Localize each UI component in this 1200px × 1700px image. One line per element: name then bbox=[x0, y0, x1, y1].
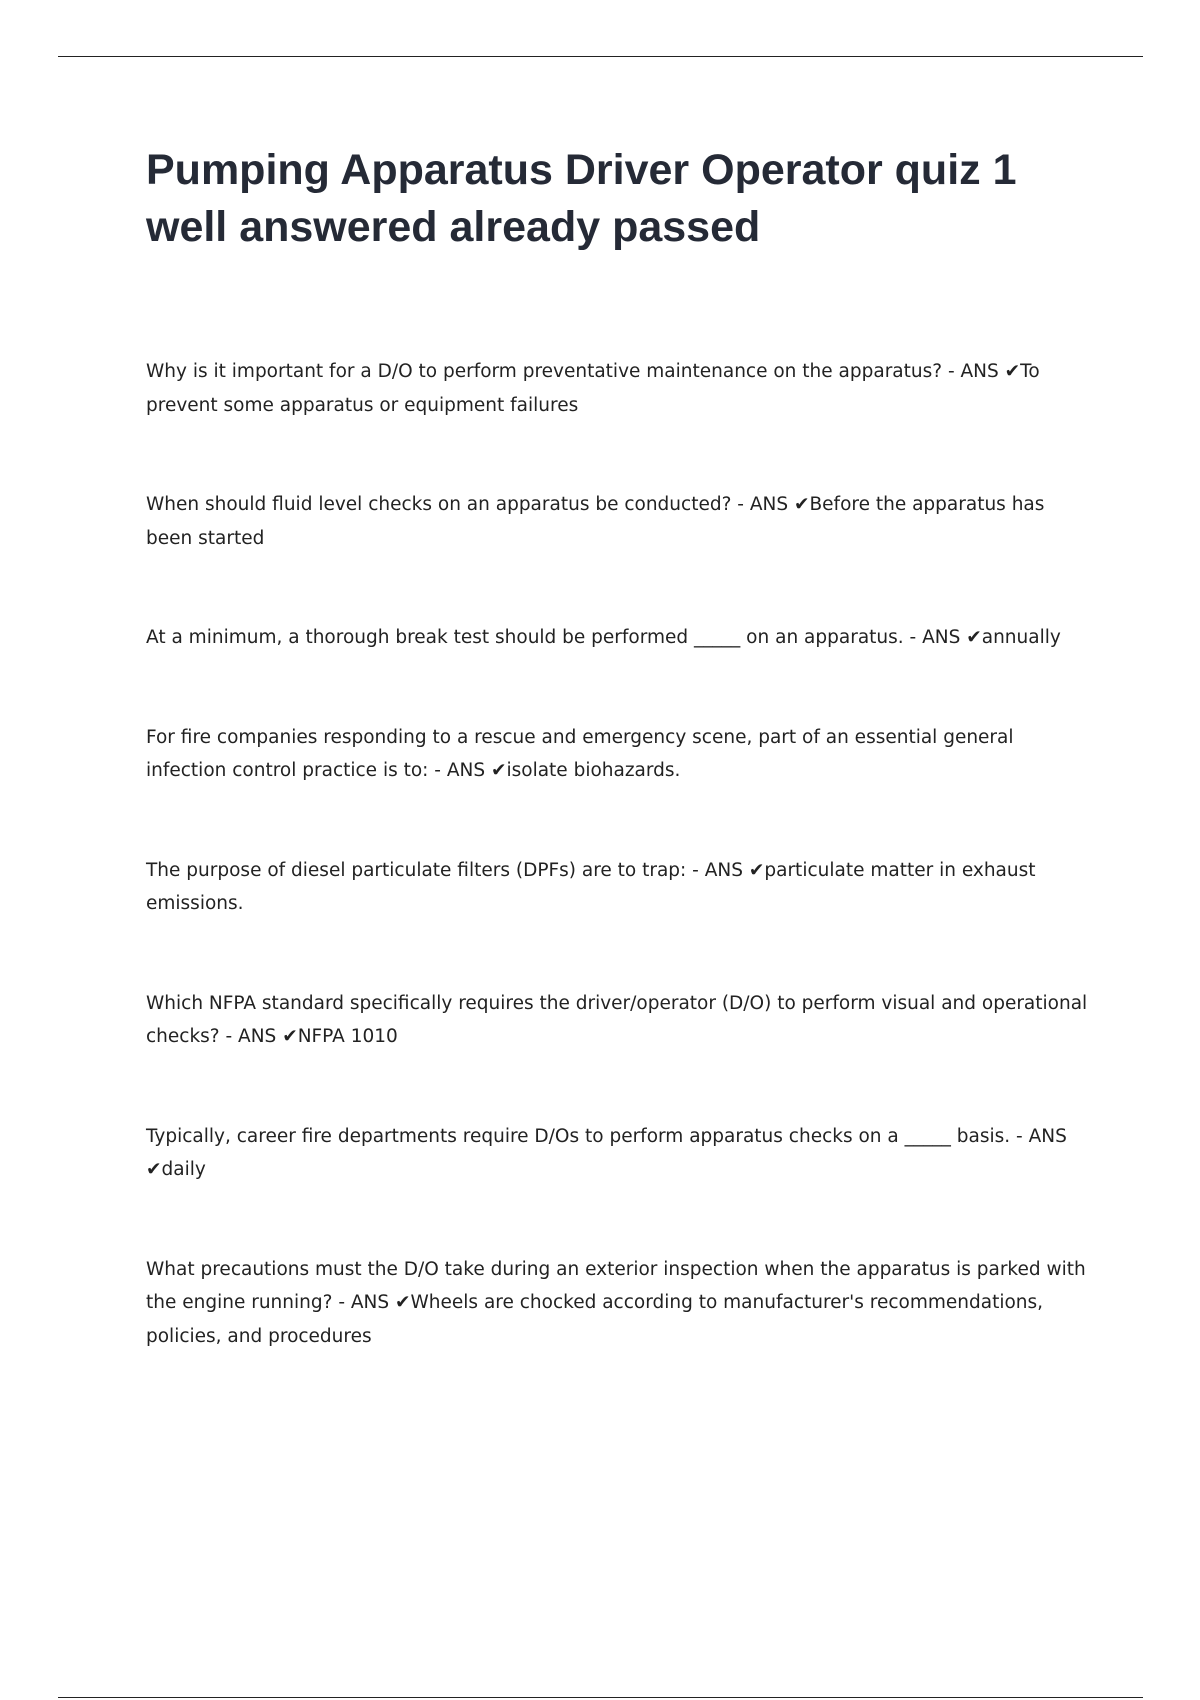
question-text: Which NFPA standard specifically requires the driver/operator (D/O) to perform visual and operational checks? bbox=[146, 992, 1088, 1047]
check-icon: ✔ bbox=[1004, 361, 1021, 382]
answer-separator: - ANS bbox=[332, 1292, 395, 1313]
answer-text: particulate matter in exhaust emissions. bbox=[146, 859, 1036, 914]
answer-separator: - ANS bbox=[903, 627, 967, 648]
qa-item bbox=[146, 854, 1091, 921]
answer-text: daily bbox=[161, 1159, 206, 1180]
qa-item bbox=[146, 987, 1091, 1054]
answer-text: To prevent some apparatus or equipment failures bbox=[146, 361, 1040, 416]
check-icon: ✔ bbox=[793, 494, 810, 515]
answer-separator: - ANS bbox=[428, 760, 491, 781]
qa-item bbox=[146, 1120, 1091, 1187]
answer-separator: - ANS bbox=[942, 361, 1005, 382]
question-text: What precautions must the D/O take during an exterior inspection when the apparatus is parked with the engine running? bbox=[146, 1258, 1086, 1313]
answer-separator: - ANS bbox=[219, 1026, 283, 1047]
check-icon: ✔ bbox=[748, 859, 765, 881]
answer-text: annually bbox=[981, 627, 1061, 648]
page-title: Pumping Apparatus Driver Operator quiz 1 well answered already passed bbox=[146, 146, 1017, 251]
check-icon: ✔ bbox=[146, 1159, 162, 1180]
qa-item bbox=[146, 1253, 1091, 1354]
question-text: Why is it important for a D/O to perform preventative maintenance on the apparatus? bbox=[146, 361, 943, 382]
answer-separator: - ANS bbox=[731, 494, 794, 515]
answer-separator: - ANS bbox=[1010, 1125, 1067, 1147]
answer-text: NFPA 1010 bbox=[297, 1026, 398, 1047]
qa-item bbox=[146, 621, 1091, 655]
question-text: When should fluid level checks on an apparatus be conducted? bbox=[146, 494, 732, 515]
question-text: At a minimum, a thorough break test should be performed _____ on an apparatus. bbox=[146, 627, 904, 648]
answer-text: Wheels are chocked according to manufacturer's recommendations, policies, and procedures bbox=[146, 1292, 1044, 1347]
check-icon: ✔ bbox=[395, 1292, 411, 1313]
check-icon: ✔ bbox=[966, 627, 982, 648]
question-text: Typically, career fire departments require D/Os to perform apparatus checks on a _____ basis. bbox=[146, 1125, 1011, 1147]
qa-item bbox=[146, 488, 1091, 555]
question-text: For fire companies responding to a rescue and emergency scene, part of an essential general infection control practice is to: bbox=[146, 726, 1014, 781]
qa-item bbox=[146, 721, 1091, 788]
answer-separator: - ANS bbox=[686, 859, 749, 881]
answer-text: Before the apparatus has been started bbox=[146, 494, 1045, 549]
bottom-rule bbox=[58, 1697, 1143, 1698]
qa-list bbox=[146, 355, 1091, 1419]
check-icon: ✔ bbox=[282, 1026, 298, 1047]
top-rule bbox=[58, 56, 1143, 57]
qa-item bbox=[146, 355, 1091, 422]
check-icon: ✔ bbox=[490, 760, 507, 781]
answer-text: isolate biohazards. bbox=[506, 760, 681, 781]
question-text: The purpose of diesel particulate filters (DPFs) are to trap: bbox=[146, 859, 687, 881]
